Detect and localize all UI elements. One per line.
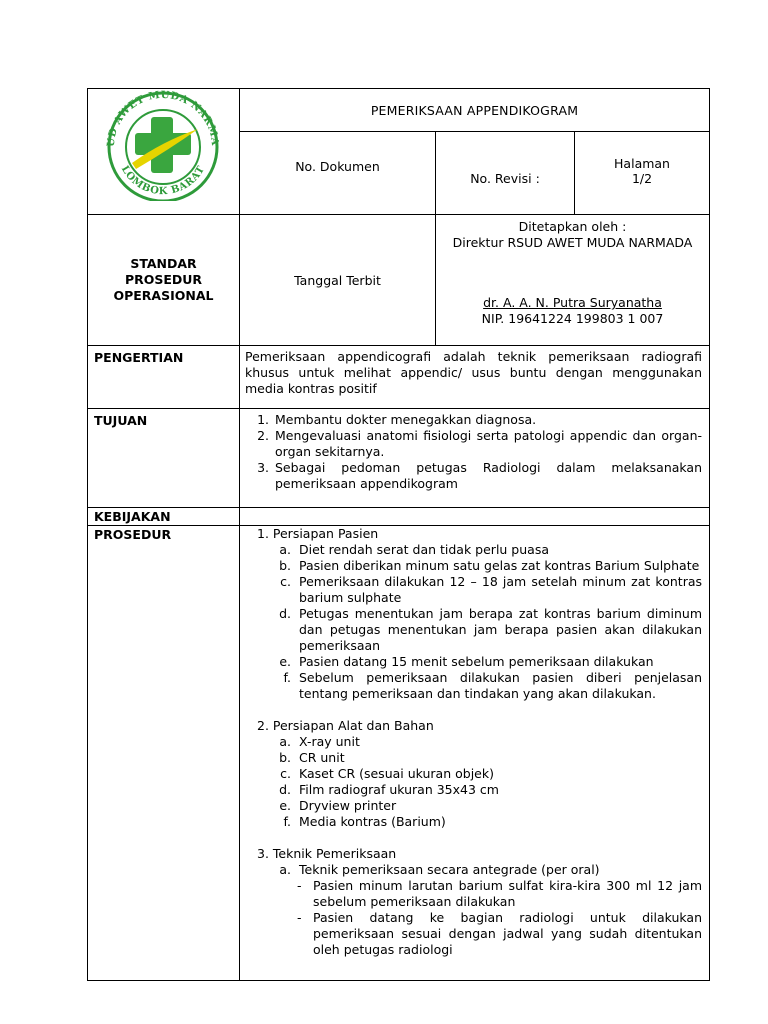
list-item: 3. Sebagai pedoman petugas Radiologi dalam melaksanakan pemeriksaan appendikogram bbox=[273, 460, 702, 492]
prosedur-section-title: 3. Teknik Pemeriksaan bbox=[257, 846, 397, 861]
list-item: - Pasien minum larutan barium sulfat kira-kira 300 ml 12 jam sebelum pemeriksaan dilakukan bbox=[313, 878, 702, 910]
kebijakan-label: KEBIJAKAN bbox=[88, 508, 240, 526]
list-item: f. Media kontras (Barium) bbox=[295, 814, 702, 830]
signer-name: dr. A. A. N. Putra Suryanatha bbox=[483, 295, 662, 310]
prosedur-section-title: 2. Persiapan Alat dan Bahan bbox=[257, 718, 434, 733]
signer-nip: NIP. 19641224 199803 1 007 bbox=[481, 311, 664, 326]
list-item: f. Sebelum pemeriksaan dilakukan pasien diberi penjelasan tentang pemeriksaan dan tindakan yang akan dilakukan. bbox=[295, 670, 702, 702]
sop-document bbox=[87, 88, 709, 968]
ditetapkan-cell bbox=[436, 215, 710, 346]
tanggal-terbit-label: Tanggal Terbit bbox=[240, 215, 436, 346]
list-item: 1. Membantu dokter menegakkan diagnosa. bbox=[273, 412, 702, 428]
list-item: b. Pasien diberikan minum satu gelas zat kontras Barium Sulphate bbox=[295, 558, 702, 574]
kebijakan-content bbox=[240, 508, 710, 526]
no-dokumen-label: No. Dokumen bbox=[240, 132, 436, 215]
list-item: c. Kaset CR (sesuai ukuran objek) bbox=[295, 766, 702, 782]
list-item: 2. Mengevaluasi anatomi fisiologi serta patologi appendic dan organ-organ sekitarnya. bbox=[273, 428, 702, 460]
tujuan-content bbox=[240, 409, 710, 508]
persiapan-pasien-list bbox=[245, 542, 702, 702]
tujuan-list bbox=[245, 412, 702, 492]
persiapan-alat-list bbox=[245, 734, 702, 830]
sop-title-text: STANDAR PROSEDUR OPERASIONAL bbox=[113, 256, 214, 303]
list-item: - Pasien datang ke bagian radiologi untuk dilakukan pemeriksaan sesuai dengan jadwal yang sudah ditentukan oleh petugas radiologi bbox=[313, 910, 702, 958]
logo-ring-text-top: UD AWET MUDA NARMA bbox=[105, 89, 221, 148]
no-revisi-label: No. Revisi : bbox=[436, 132, 575, 215]
sop-table bbox=[87, 88, 710, 981]
direktur-label: Direktur RSUD AWET MUDA NARMADA bbox=[452, 235, 693, 250]
prosedur-content bbox=[240, 526, 710, 981]
teknik-antegrade: Teknik pemeriksaan secara antegrade (per oral) bbox=[299, 862, 600, 877]
list-item bbox=[295, 862, 702, 878]
teknik-list bbox=[245, 862, 702, 878]
list-item: e. Dryview printer bbox=[295, 798, 702, 814]
prosedur-section-title: 1. Persiapan Pasien bbox=[257, 526, 379, 541]
sop-title bbox=[88, 215, 240, 346]
halaman-label: Halaman bbox=[614, 156, 670, 171]
list-item: a. Diet rendah serat dan tidak perlu puasa bbox=[295, 542, 702, 558]
ditetapkan-label: Ditetapkan oleh : bbox=[518, 219, 627, 234]
list-item: d. Film radiograf ukuran 35x43 cm bbox=[295, 782, 702, 798]
halaman-value: 1/2 bbox=[631, 171, 653, 186]
logo-cell bbox=[88, 89, 240, 215]
hospital-logo bbox=[88, 89, 238, 201]
document-title: PEMERIKSAAN APPENDIKOGRAM bbox=[240, 89, 710, 132]
logo-ring-text-bottom: LOMBOK BARAT bbox=[118, 164, 208, 198]
halaman-cell bbox=[575, 132, 710, 215]
antegrade-steps bbox=[245, 878, 702, 958]
tujuan-label: TUJUAN bbox=[88, 409, 240, 508]
pengertian-label: PENGERTIAN bbox=[88, 346, 240, 409]
prosedur-label: PROSEDUR bbox=[88, 526, 240, 981]
list-item: d. Petugas menentukan jam berapa zat kontras barium diminum dan petugas menentukan jam berapa pasien akan dilakukan pemeriksaan bbox=[295, 606, 702, 654]
list-item: a. X-ray unit bbox=[295, 734, 702, 750]
list-item: b. CR unit bbox=[295, 750, 702, 766]
pengertian-text: Pemeriksaan appendicografi adalah teknik pemeriksaan radiografi khusus untuk melihat appendic/ usus buntu dengan menggunakan media kontras positif bbox=[240, 346, 710, 409]
list-item: e. Pasien datang 15 menit sebelum pemeriksaan dilakukan bbox=[295, 654, 702, 670]
list-item: c. Pemeriksaan dilakukan 12 – 18 jam setelah minum zat kontras barium sulphate bbox=[295, 574, 702, 606]
